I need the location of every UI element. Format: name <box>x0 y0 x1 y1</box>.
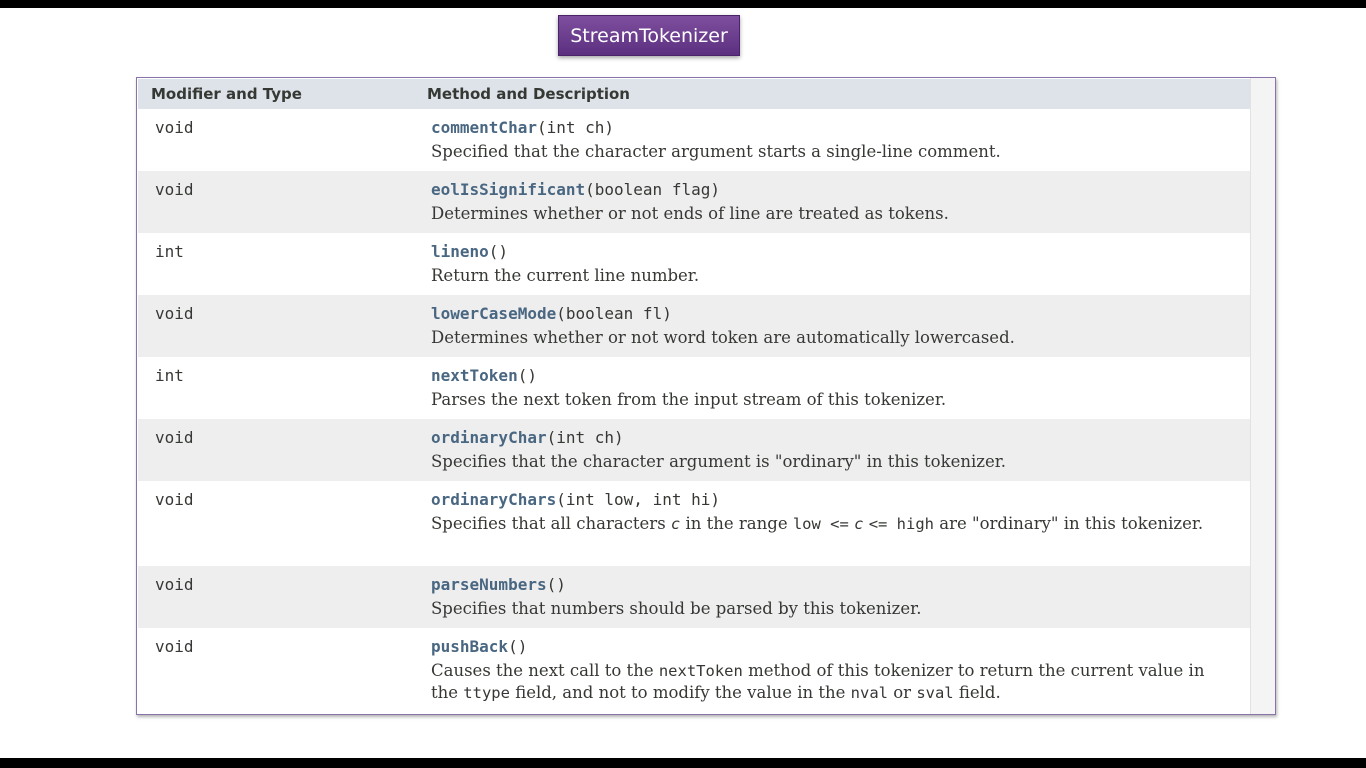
method-params: () <box>546 575 566 594</box>
table-row <box>138 171 1250 233</box>
table-row <box>138 481 1250 566</box>
method-link-pushBack[interactable]: pushBack <box>431 637 509 656</box>
method-params: () <box>488 242 509 261</box>
row-description-cell <box>414 419 1250 481</box>
method-description: Return the current line number. <box>431 266 700 285</box>
row-description-cell <box>414 295 1250 357</box>
row-type: void <box>155 490 194 509</box>
row-type: void <box>155 180 194 199</box>
method-link-ordinaryChar[interactable]: ordinaryChar <box>431 428 547 447</box>
method-link-eolIsSignificant[interactable]: eolIsSignificant <box>431 180 586 199</box>
row-description-cell <box>414 233 1250 295</box>
method-link-lineno[interactable]: lineno <box>431 242 489 261</box>
method-params: (int low, int hi) <box>556 490 720 509</box>
row-type: void <box>155 304 194 323</box>
header-method-description: Method and Description <box>427 85 630 103</box>
method-description: Specifies that numbers should be parsed by this tokenizer. <box>431 599 922 618</box>
method-link-parseNumbers[interactable]: parseNumbers <box>431 575 547 594</box>
method-link-commentChar[interactable]: commentChar <box>431 118 537 137</box>
top-letterbox-bar <box>0 0 1366 8</box>
bottom-letterbox-bar <box>0 758 1366 768</box>
method-description: Parses the next token from the input stream of this tokenizer. <box>431 390 947 409</box>
row-type: void <box>155 575 194 594</box>
method-link-lowerCaseMode[interactable]: lowerCaseMode <box>431 304 557 323</box>
slide-title: StreamTokenizer <box>570 24 728 47</box>
table-row <box>138 419 1250 481</box>
table-row <box>138 295 1250 357</box>
row-type: int <box>155 242 184 261</box>
row-description-cell <box>414 481 1250 566</box>
method-description: Determines whether or not ends of line are treated as tokens. <box>431 204 949 223</box>
table-row <box>138 566 1250 628</box>
method-description: Specifies that the character argument is "ordinary" in this tokenizer. <box>431 452 1007 471</box>
method-link-nextToken[interactable]: nextToken <box>431 366 518 385</box>
table-row <box>138 628 1250 713</box>
row-description-cell <box>414 171 1250 233</box>
row-description-cell <box>414 566 1250 628</box>
method-description: Specified that the character argument starts a single-line comment. <box>431 142 1001 161</box>
table-row <box>138 109 1250 171</box>
method-params: () <box>508 637 528 656</box>
vertical-scrollbar[interactable] <box>1250 78 1275 714</box>
table-row <box>138 357 1250 419</box>
slide-title-badge <box>558 15 740 56</box>
row-type: void <box>155 428 194 447</box>
method-params: (int ch) <box>536 118 615 137</box>
method-description: Determines whether or not word token are automatically lowercased. <box>431 328 1015 347</box>
method-summary-frame <box>136 77 1276 715</box>
table-row <box>138 233 1250 295</box>
row-description-cell <box>414 109 1250 171</box>
method-description: Specifies that all characters c in the range low <= c <= high are "ordinary" in this tokenizer. <box>431 514 1204 533</box>
table-header <box>138 79 1250 109</box>
method-summary-table <box>138 79 1250 713</box>
method-description: Causes the next call to the nextToken method of this tokenizer to return the current value in the ttype field, and not to modify the value in the nval or sval field. <box>431 661 1205 702</box>
method-params: (int ch) <box>546 428 624 447</box>
method-params: (boolean flag) <box>585 180 720 199</box>
row-type: void <box>155 118 194 137</box>
row-description-cell <box>414 628 1250 713</box>
row-description-cell <box>414 357 1250 419</box>
method-link-ordinaryChars[interactable]: ordinaryChars <box>431 490 557 509</box>
row-type: int <box>155 366 184 385</box>
header-modifier-type: Modifier and Type <box>151 85 302 103</box>
row-type: void <box>155 637 194 656</box>
method-params: (boolean fl) <box>556 304 672 323</box>
method-params: () <box>517 366 537 385</box>
